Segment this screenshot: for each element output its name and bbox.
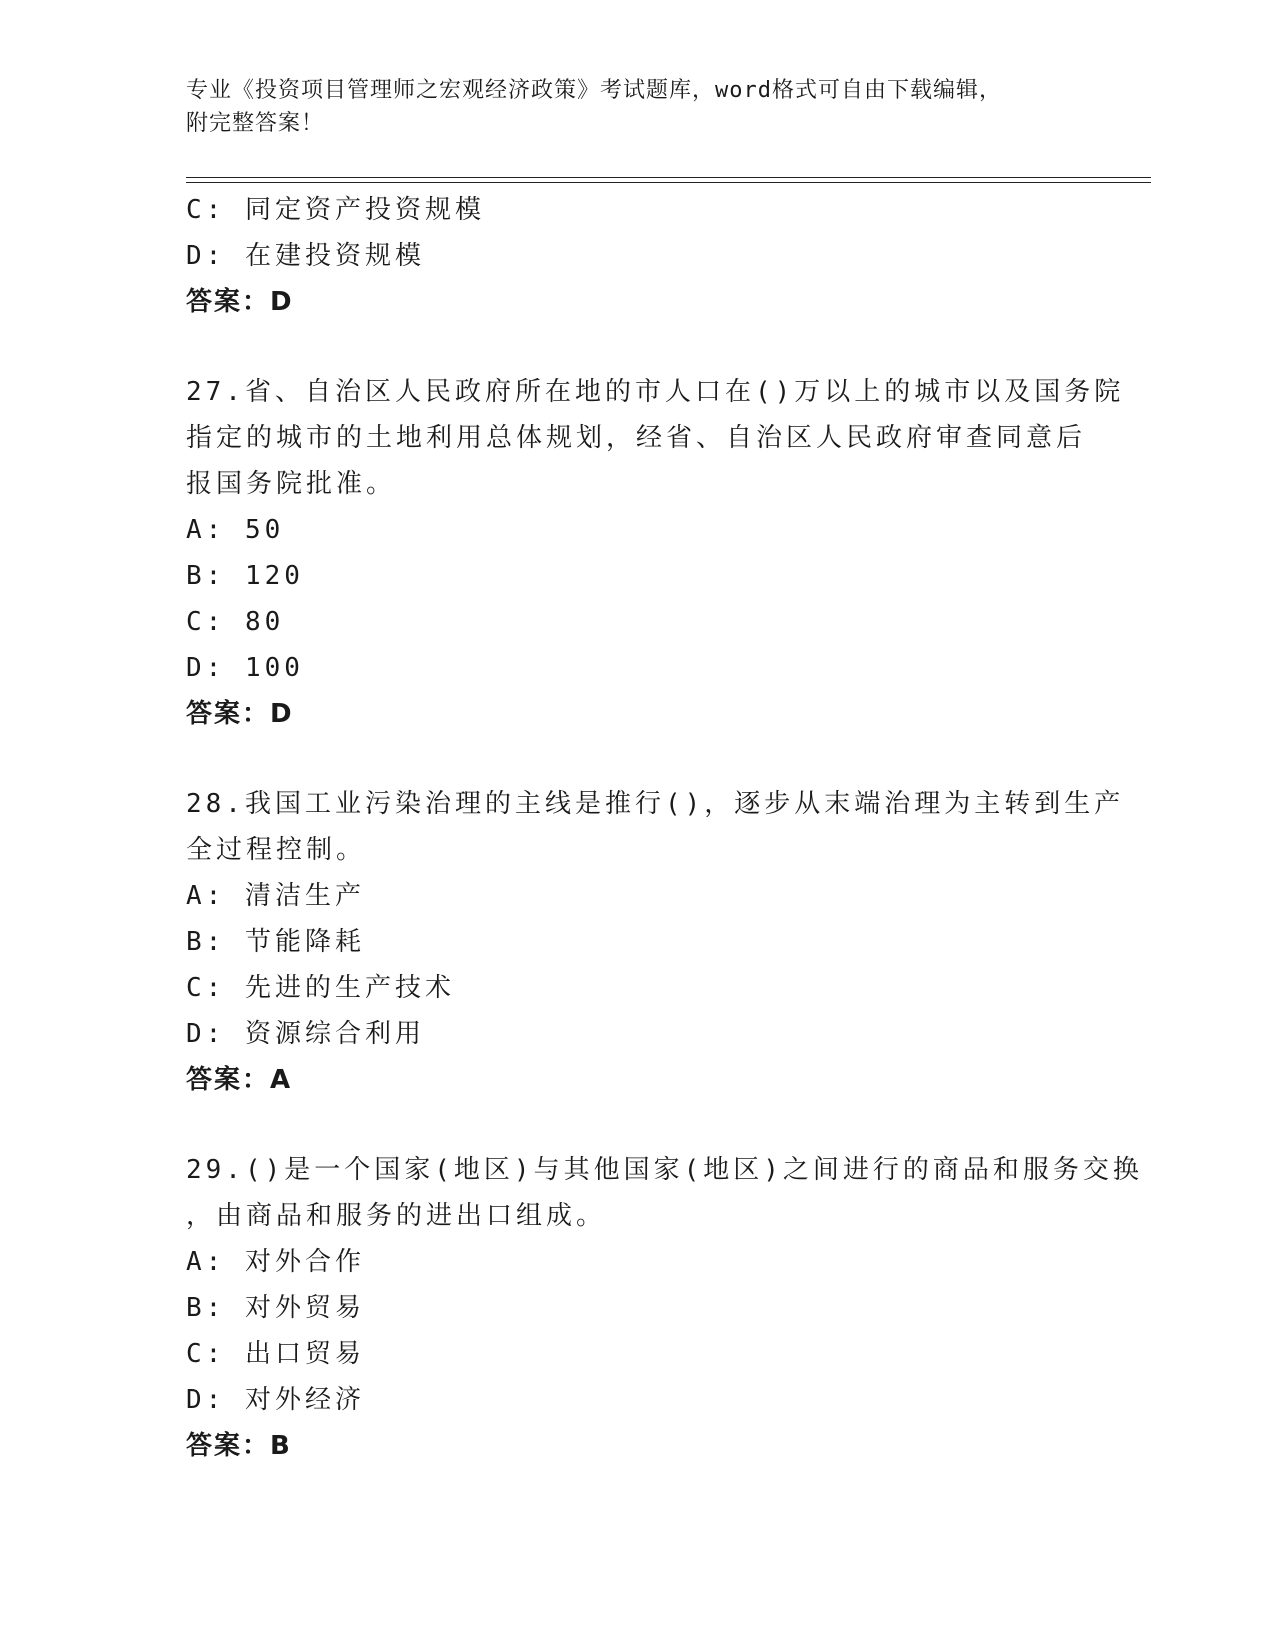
spacer	[186, 1103, 1086, 1147]
option-c: C: 80	[186, 607, 285, 637]
option-d: D: 在建投资规模	[186, 241, 425, 271]
option-d: D: 100	[186, 653, 304, 683]
document-header	[186, 74, 1086, 140]
option-c: C: 同定资产投资规模	[186, 195, 485, 225]
option-b: B: 120	[186, 561, 304, 591]
question-26-tail	[186, 187, 1086, 325]
question-29	[186, 1147, 1143, 1469]
header-line-1: 专业《投资项目管理师之宏观经济政策》考试题库，word格式可自由下载编辑，	[186, 78, 1002, 103]
option-a: A: 50	[186, 515, 285, 545]
question-27	[186, 369, 1125, 737]
option-d: D: 资源综合利用	[186, 1019, 425, 1049]
option-b: B: 对外贸易	[186, 1293, 365, 1323]
option-c: C: 先进的生产技术	[186, 973, 455, 1003]
answer: 答案：D	[186, 287, 294, 317]
answer: 答案：D	[186, 699, 294, 729]
question-text-line-2: ，由商品和服务的进出口组成。	[186, 1201, 607, 1231]
spacer	[186, 737, 1086, 781]
option-d: D: 对外经济	[186, 1385, 365, 1415]
question-text-line-2: 指定的城市的土地利用总体规划，经省、自治区人民政府审查同意后	[186, 423, 1087, 453]
option-a: A: 对外合作	[186, 1247, 365, 1277]
question-28	[186, 781, 1125, 1103]
header-divider-top	[186, 177, 1151, 178]
option-a: A: 清洁生产	[186, 881, 365, 911]
header-divider-bottom	[186, 182, 1151, 183]
question-text-line-3: 报国务院批准。	[186, 469, 397, 499]
spacer	[186, 325, 1086, 369]
question-text-line-1: 27.省、自治区人民政府所在地的市人口在()万以上的城市以及国务院	[186, 377, 1125, 407]
question-text-line-1: 28.我国工业污染治理的主线是推行()，逐步从末端治理为主转到生产	[186, 789, 1125, 819]
question-text-line-1: 29.()是一个国家(地区)与其他国家(地区)之间进行的商品和服务交换	[186, 1155, 1143, 1185]
header-line-2: 附完整答案！	[186, 111, 325, 136]
answer: 答案：B	[186, 1431, 292, 1461]
answer: 答案：A	[186, 1065, 293, 1095]
option-c: C: 出口贸易	[186, 1339, 365, 1369]
document-body	[186, 187, 1143, 1469]
question-text-line-2: 全过程控制。	[186, 835, 367, 865]
option-b: B: 节能降耗	[186, 927, 365, 957]
